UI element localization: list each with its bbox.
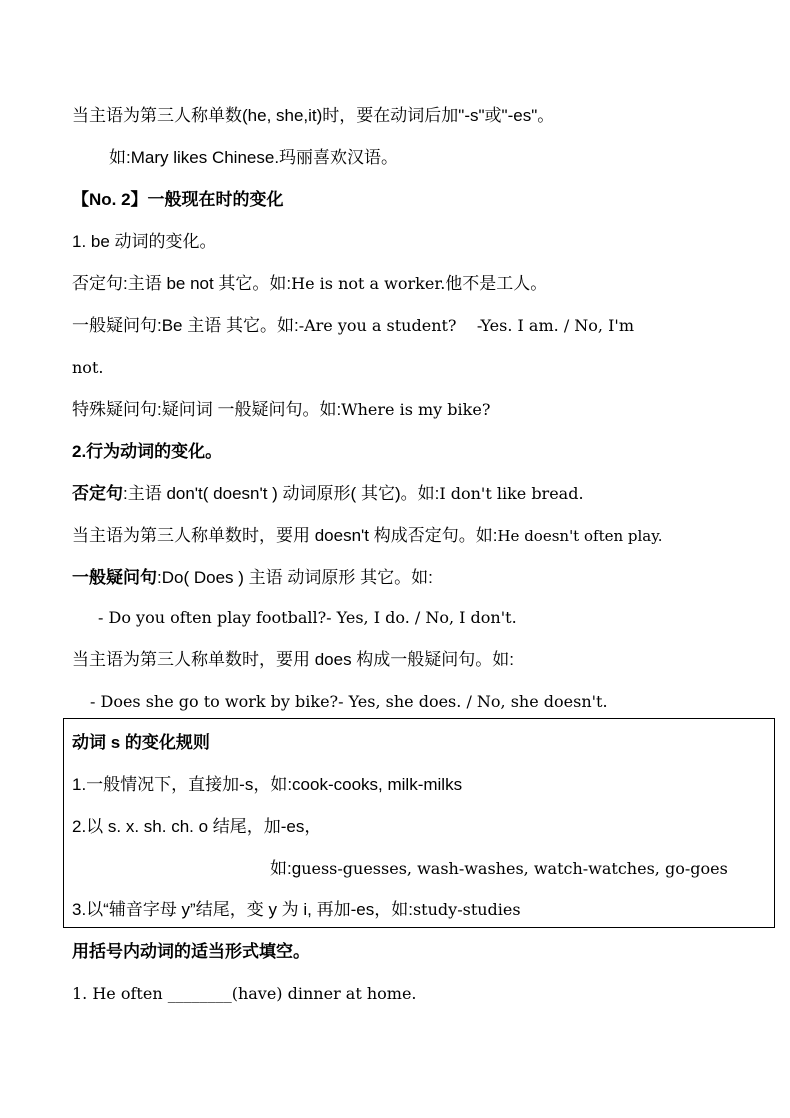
verb-s-rule-3	[72, 898, 521, 922]
subheading-be-verb: 1. be 动词的变化。	[72, 232, 217, 251]
action-negative-example: I don't like bread.	[439, 484, 584, 503]
subheading-action-verb: 2.行为动词的变化。	[72, 442, 223, 461]
verb-s-rules-title: 动词 s 的变化规则	[72, 733, 210, 752]
action-question-example: - Do you often play football?- Yes, I do. / No, I don't.	[98, 608, 517, 627]
verb-s-rule-2-prefix: 如:g	[270, 859, 302, 878]
special-question-example: Where is my bike?	[341, 400, 491, 419]
verb-s-rule-2: 2.以 s. x. sh. ch. o 结尾，加-es，	[72, 817, 322, 836]
verb-s-rule-1: 1.一般情况下，直接加-s，如:cook-cooks, milk-milks	[72, 775, 463, 794]
action-question-rule: :Do( Does ) 主语 动词原形 其它。如:	[157, 568, 433, 587]
special-question-sentence	[72, 398, 490, 422]
be-question-rule: 一般疑问句:Be 主语 其它。如:	[72, 316, 299, 335]
section-heading-no2: 【No. 2】一般现在时的变化	[72, 190, 284, 209]
rule-third-person-singular: 当主语为第三人称单数(he, she,it)时，要在动词后加"-s"或"-es"。	[72, 106, 555, 125]
be-negative-translation: 他不是工人。	[445, 274, 548, 293]
action-negative-rule: :主语 don't( doesn't ) 动词原形( 其它)。如:	[123, 484, 440, 503]
third-person-question-example: - Does she go to work by bike?- Yes, she does. / No, she doesn't.	[90, 692, 608, 711]
special-question-rule: 特殊疑问句:疑问词 一般疑问句。如:	[72, 400, 342, 419]
third-person-question-rule: 当主语为第三人称单数时，要用 does 构成一般疑问句。如:	[72, 650, 515, 669]
exercise-item-1: 1. He often ________(have) dinner at home.	[72, 984, 417, 1003]
be-question-example: -Are you a student? -Yes. I am. / No, I'm	[298, 316, 634, 335]
verb-s-rule-3-example: study-studies	[412, 900, 521, 919]
be-question-example-continued: not.	[72, 358, 104, 377]
action-negative-sentence	[72, 482, 584, 506]
verb-s-rule-2-words: uess-guesses, wash-washes, watch-watches, go-goes	[301, 859, 728, 878]
be-negative-sentence	[72, 272, 547, 296]
third-person-negative-rule: 当主语为第三人称单数时，要用 doesn't 构成否定句。如:	[72, 526, 498, 545]
third-person-negative-example: He doesn't often play.	[497, 527, 663, 545]
verb-s-rule-2-examples	[270, 857, 728, 881]
be-question-sentence	[72, 314, 634, 338]
action-question-label: 一般疑问句	[72, 568, 157, 587]
action-negative-label: 否定句	[72, 484, 123, 503]
exercise-instructions: 用括号内动词的适当形式填空。	[72, 942, 310, 961]
be-negative-rule: 否定句:主语 be not 其它。如:	[72, 274, 292, 293]
example-mary-likes-chinese: 如:Mary likes Chinese.玛丽喜欢汉语。	[109, 148, 399, 167]
action-question-sentence	[72, 566, 433, 590]
be-negative-example: He is not a worker.	[291, 274, 446, 293]
third-person-negative-sentence	[72, 524, 663, 548]
verb-s-rule-3-text: 3.以“辅音字母 y”结尾，变 y 为 i, 再加-es，如:	[72, 900, 413, 919]
